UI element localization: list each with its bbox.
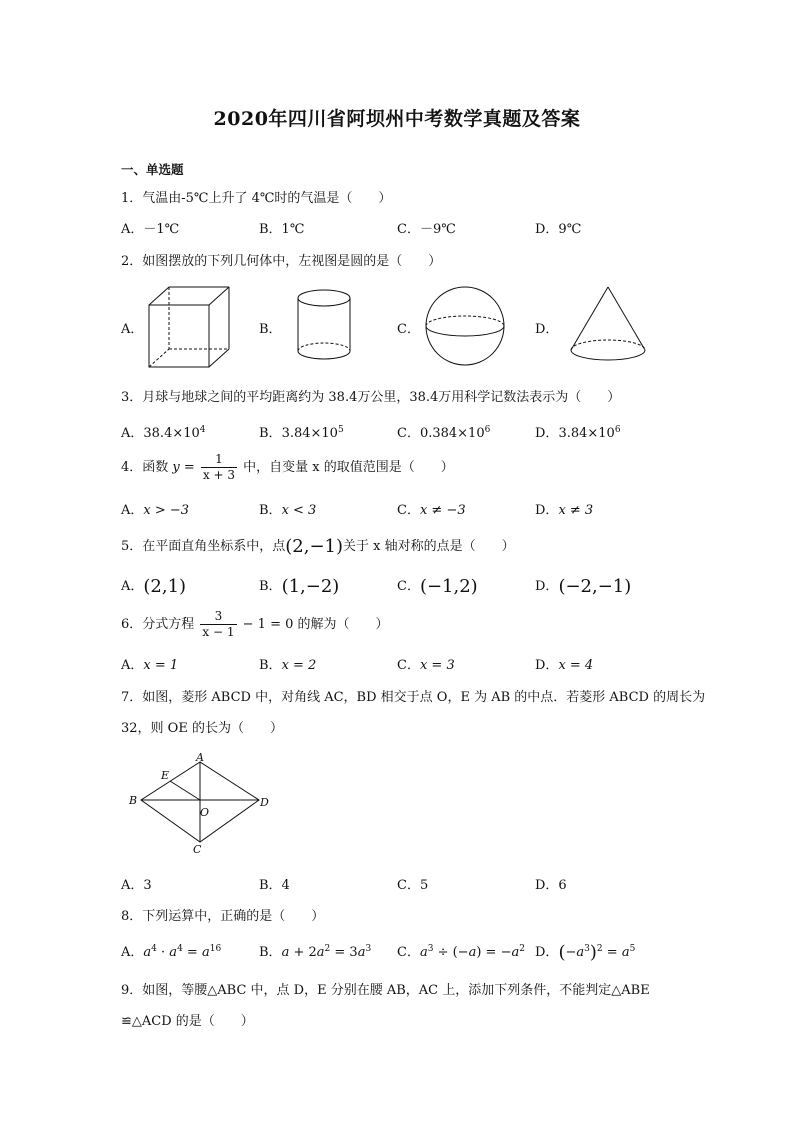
q6-option-c: C．x = 3 <box>397 658 455 673</box>
question-7-stem-line2: 32，则 OE 的长为（ ） <box>121 721 283 736</box>
q1-option-a: A．－1℃ <box>121 222 180 237</box>
q4-fraction: $\frac{1}{x + 3}$ <box>202 452 236 482</box>
q6-option-a: A．x = 1 <box>121 658 179 673</box>
question-3-stem: 3．月球与地球之间的平均距离约为 38.4万公里，38.4万用科学记数法表示为（ ） <box>121 390 621 405</box>
label-e: E <box>161 769 170 782</box>
question-4-stem: 4．函数 y = $\frac{1}{x + 3}$ 中，自变量 x 的取值范围是（ ） <box>121 452 454 482</box>
q6-option-d: D．x = 4 <box>535 658 594 673</box>
q4-option-a: A．x > −3 <box>121 503 190 518</box>
q2-option-a-label: A． <box>121 322 144 337</box>
q1-option-b: B．1℃ <box>259 222 305 237</box>
label-b: B <box>129 794 138 807</box>
q8-option-b: B．$a + 2a^2 = 3a^3$ <box>259 944 372 960</box>
q1-option-c: C．－9℃ <box>397 222 456 237</box>
q7-option-a: A．3 <box>121 878 152 893</box>
label-c: C <box>193 843 202 856</box>
q3-option-b: B．$3.84\times 10^5$ <box>259 425 344 441</box>
q3-option-c: C．$0.384\times 10^6$ <box>397 425 491 441</box>
q5-option-a: A．(2,1) <box>121 576 187 597</box>
q6-fraction: $\frac{3}{x - 1}$ <box>202 609 235 639</box>
q4-option-c: C．x ≠ −3 <box>397 503 466 518</box>
question-9-stem-line1: 9．如图，等腰△ABC 中，点 D，E 分别在腰 AB，AC 上，添加下列条件，不能判定△ABE <box>121 983 650 998</box>
q7-option-c: C．5 <box>397 878 429 893</box>
question-2-stem: 2．如图摆放的下列几何体中，左视图是圆的是（ ） <box>121 254 442 269</box>
q7-option-b: B．4 <box>259 878 290 893</box>
question-1-stem: 1．气温由-5℃上升了 4℃时的气温是（ ） <box>121 191 392 206</box>
question-8-stem: 8．下列运算中，正确的是（ ） <box>121 909 325 924</box>
q2-option-d-label: D． <box>535 322 559 337</box>
q4-option-d: D．x ≠ 3 <box>535 503 594 518</box>
label-d: D <box>260 796 269 809</box>
q2-option-c-label: C． <box>397 322 420 337</box>
question-6-stem: 6．分式方程 $\frac{3}{x - 1}$ − 1 = 0 的解为（ ） <box>121 609 389 639</box>
q3-option-a: A．$38.4\times 10^4$ <box>121 425 206 441</box>
question-5-stem: 5．在平面直角坐标系中，点(2,−1)关于 x 轴对称的点是（ ） <box>121 536 515 557</box>
label-o: O <box>200 806 210 819</box>
q8-option-c: C．$a^3 \div (-a) = -a^2$ <box>397 944 525 960</box>
q2-option-b-label: B． <box>259 322 282 337</box>
q5-option-d: D．(−2,−1) <box>535 576 632 597</box>
question-7-stem-line1: 7．如图，菱形 ABCD 中，对角线 AC，BD 相交于点 O，E 为 AB 的中点．若菱形 ABCD 的周长为 <box>121 690 706 705</box>
section-heading: 一、单选题 <box>121 162 184 177</box>
page-title: 2020年四川省阿坝州中考数学真题及答案 <box>213 108 581 130</box>
q5-option-b: B．(1,−2) <box>259 576 340 597</box>
q3-option-d: D．$3.84\times 10^6$ <box>535 425 621 441</box>
rhombus-figure <box>125 752 275 856</box>
q7-option-d: D．6 <box>535 878 567 893</box>
sphere-icon <box>422 283 510 369</box>
cube-icon <box>145 283 235 373</box>
q4-option-b: B．x < 3 <box>259 503 317 518</box>
q6-option-b: B．x = 2 <box>259 658 317 673</box>
q8-option-d: D．$(-a^3)^2 = a^5$ <box>535 942 636 963</box>
cone-icon <box>567 283 651 369</box>
q5-option-c: C．(−1,2) <box>397 576 478 597</box>
label-a: A <box>196 752 204 764</box>
q8-option-a: A．$a^4 \cdot a^4 = a^{16}$ <box>121 944 222 960</box>
cylinder-icon <box>293 287 357 367</box>
question-9-stem-line2: ≌△ACD 的是（ ） <box>121 1014 254 1029</box>
q1-option-d: D．9℃ <box>535 222 582 237</box>
